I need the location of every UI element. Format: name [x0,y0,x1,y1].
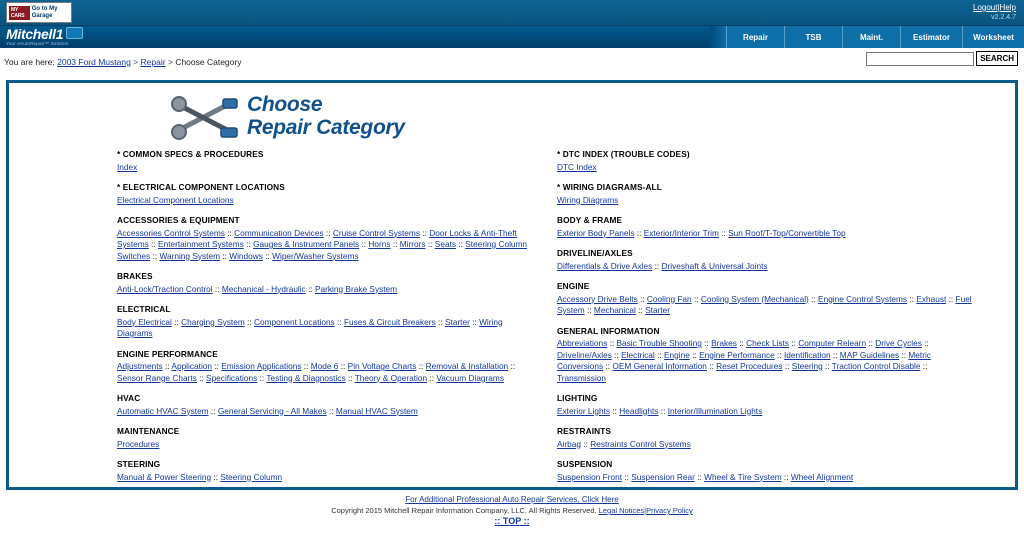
category-link-separator: :: [212,283,222,294]
category-link[interactable]: Check Lists [746,338,790,348]
brand-name-text: Mitchell1 [6,26,64,42]
category-link[interactable]: Seats [434,239,457,249]
category-group-heading: * ELECTRICAL COMPONENT LOCATIONS [117,182,285,192]
category-link-separator: :: [946,293,956,304]
legal-notices-link[interactable]: Legal Notices [598,506,645,515]
category-columns [9,149,1015,482]
category-link-separator: :: [208,405,218,416]
search-box [866,51,1018,66]
tab-repair[interactable] [726,26,784,48]
category-link[interactable]: Cruise Control Systems [332,227,420,238]
category-link-separator: :: [323,227,333,238]
category-link-separator: :: [301,361,311,371]
category-link[interactable]: Starter [645,305,671,315]
category-group-heading: ACCESSORIES & EQUIPMENT [117,215,240,225]
category-group-heading: * WIRING DIAGRAMS-ALL [557,182,662,192]
category-link-separator: :: [899,349,909,360]
category-link[interactable]: Index [117,161,138,172]
category-group [557,426,977,450]
page-footer [0,494,1024,527]
category-group-heading: ELECTRICAL [117,304,171,314]
privacy-policy-link[interactable]: Privacy Policy [646,506,693,515]
category-link[interactable]: Basic Trouble Shooting [616,338,702,348]
page-title-line2: Repair Category [247,116,405,139]
category-link[interactable]: Adjustments [117,361,163,371]
category-link[interactable]: Automatic HVAC System [117,405,209,416]
category-link-separator: :: [706,361,717,371]
category-link-separator: :: [689,349,700,360]
category-link[interactable]: Fuel System [557,293,972,315]
my-cars-logo: MY CARS [9,6,30,20]
back-to-top-link[interactable]: :: TOP :: [494,516,530,526]
category-link-separator: :: [148,239,159,249]
category-group [557,149,977,173]
category-group [557,248,977,272]
brand-name [6,27,83,41]
category-link[interactable]: Wheel & Tire System [704,471,782,482]
category-link-separator: :: [610,405,620,416]
category-link-separator: :: [654,349,665,360]
breadcrumb [4,57,241,67]
category-group [557,182,977,206]
category-link[interactable]: Wiper/Washer Systems [272,250,359,261]
category-link-separator: :: [635,305,646,315]
category-link[interactable]: Windows [229,250,263,261]
category-link-list [117,472,537,484]
category-link-separator: :: [427,372,437,383]
category-link[interactable]: Manual HVAC System [335,405,418,416]
brand-badge-icon [66,27,83,39]
title-block [9,87,1015,149]
category-link-separator: :: [822,361,832,371]
category-link[interactable]: Reset Procedures [716,361,783,371]
category-link-separator: :: [425,239,435,249]
category-group [117,271,537,295]
top-bar [0,0,1024,26]
category-link[interactable]: Horns [368,239,391,249]
breadcrumb-repair-link[interactable]: Repair [140,57,166,67]
main-nav-tabs [710,26,1024,48]
category-group [557,215,977,239]
category-link-list [117,195,537,207]
category-link[interactable]: Gauges & Instrument Panels [253,239,360,249]
category-link[interactable]: Mirrors [399,239,426,249]
category-link-separator: :: [345,372,355,383]
footer-legal-sep: | [644,506,647,515]
category-link[interactable]: OEM General Information [612,361,707,371]
category-link-separator: :: [508,361,516,371]
category-link[interactable]: Application [171,361,213,371]
category-link-list [117,162,537,174]
category-link[interactable]: Drive Cycles [875,338,922,348]
category-link[interactable]: Starter [444,316,470,327]
category-link-separator: :: [652,260,662,271]
category-link-list [557,228,977,240]
category-link-separator: :: [921,338,929,348]
category-link[interactable]: Body Electrical [117,316,172,327]
category-link-list [117,406,537,418]
category-group-heading: SUSPENSION [557,459,613,469]
category-link[interactable]: Mode 6 [310,361,339,371]
brand-bar [0,26,1024,48]
category-link-separator: :: [691,293,701,304]
category-link-separator: :: [694,471,705,482]
category-link-separator: :: [637,293,647,304]
category-group [117,349,537,385]
category-link[interactable]: Electrical [621,349,655,360]
category-link[interactable]: Exterior/Interior Trim [643,227,719,238]
category-link-separator: :: [262,250,273,261]
breadcrumb-vehicle-link[interactable]: 2003 Ford Mustang [57,57,131,67]
category-link[interactable]: Differentials & Drive Axles [557,260,653,271]
footer-copyright-row [0,505,1024,516]
professional-services-link[interactable]: For Additional Professional Auto Repair Services, Click Here [405,495,619,504]
category-group [557,326,977,385]
category-group [557,459,977,483]
category-link[interactable]: Interior/Illumination Lights [667,405,763,416]
category-link-list [557,162,977,174]
category-link[interactable]: Parking Brake System [315,283,398,294]
category-link[interactable]: Mechanical - Hydraulic [221,283,306,294]
category-group [557,393,977,417]
category-link-separator: :: [808,293,819,304]
category-group-heading: * COMMON SPECS & PROCEDURES [117,149,264,159]
category-link-separator: :: [718,227,729,238]
category-link-separator: :: [162,361,172,371]
category-link-separator: :: [196,372,207,383]
category-group [117,149,537,173]
category-link-list [557,406,977,418]
category-link-separator: :: [359,239,369,249]
category-group-heading: LIGHTING [557,393,598,403]
logout-link[interactable]: Logout [973,3,998,12]
category-link-separator: :: [866,338,876,348]
category-link-separator: :: [244,316,254,327]
nav-spacer [710,26,726,48]
category-link-separator: :: [830,349,840,360]
category-group [117,304,537,340]
category-link[interactable]: Steering [791,361,823,371]
category-link[interactable]: Metric Conversions [557,349,931,371]
category-link[interactable]: Sun Roof/T-Top/Convertible Top [728,227,846,238]
category-link[interactable]: Warning System [159,250,220,261]
category-group [557,281,977,317]
category-link[interactable]: Computer Relearn [798,338,867,348]
category-link[interactable]: Communication Devices [234,227,324,238]
category-link-separator: :: [580,438,591,449]
category-group-heading: HVAC [117,393,141,403]
category-link-separator: :: [334,316,344,327]
category-link-separator: :: [211,471,221,482]
content-area [9,83,1015,487]
category-link[interactable]: DTC Index [557,161,597,172]
category-link[interactable]: Wheel Alignment [790,471,854,482]
category-link-separator: :: [171,316,182,327]
category-link[interactable]: Identification [783,349,831,360]
category-group-heading: RESTRAINTS [557,426,612,436]
category-link-list [117,439,537,451]
category-group-heading: BODY & FRAME [557,215,623,225]
category-link-separator: :: [456,239,466,249]
category-link-list [557,261,977,273]
category-link[interactable]: Exhaust [916,293,947,304]
category-link[interactable]: Restraints Control Systems [590,438,691,449]
category-link[interactable]: Entertainment Systems [158,239,244,249]
category-link[interactable]: Exterior Lights [557,405,611,416]
top-links [973,3,1016,23]
copyright-text: Copyright 2015 Mitchell Repair Information Company, LLC. All Rights Reserved. [331,506,597,515]
category-link-separator: :: [305,283,315,294]
category-link-separator: :: [774,349,784,360]
category-link-separator: :: [736,338,747,348]
category-link[interactable]: Brakes [711,338,737,348]
category-link-separator: :: [781,471,791,482]
breadcrumb-current: Choose Category [175,57,242,67]
category-link-list [557,472,977,484]
tab-repair-label: Repair [743,32,768,42]
category-link[interactable]: Procedures [117,438,160,449]
category-link-separator: :: [622,471,632,482]
category-link[interactable]: Removal & Installation [425,361,509,371]
search-button[interactable]: SEARCH [976,51,1018,66]
category-link[interactable]: Manual & Power Steering [117,471,212,482]
category-link-separator: :: [390,239,400,249]
category-link[interactable]: Specifications [206,372,258,383]
category-link[interactable]: Charging System [181,316,245,327]
category-link-list [557,294,977,317]
category-group [117,426,537,450]
category-link-separator: :: [212,361,222,371]
page-title [247,93,405,139]
category-link[interactable]: Component Locations [253,316,335,327]
footer-pro-row [0,494,1024,505]
category-link[interactable]: Accessory Drive Belts [557,293,638,304]
left-column [117,149,537,487]
category-link[interactable]: Wiring Diagrams [557,194,619,205]
category-group [117,215,537,262]
category-link[interactable]: Engine Control Systems [818,293,908,304]
category-link[interactable]: MAP Guidelines [839,349,900,360]
category-link-list [117,284,537,296]
category-link[interactable]: Steering Column Switches [117,239,528,261]
category-group-heading: BRAKES [117,271,153,281]
category-link-separator: :: [416,361,426,371]
version-label: v2.2.4.7 [991,14,1016,21]
category-link[interactable]: Driveshaft & Universal Joints [661,260,768,271]
tab-estimator-label: Estimator [913,32,950,42]
tab-estimator[interactable] [900,26,962,48]
breadcrumb-sep-2: > [167,57,173,67]
category-link[interactable]: Cooling Fan [646,293,692,304]
category-link-separator: :: [435,316,445,327]
category-group-heading: ENGINE PERFORMANCE [117,348,218,359]
category-link-separator: :: [603,361,613,371]
category-link[interactable]: Headlights [619,405,659,416]
category-link-separator: :: [469,316,480,327]
brand-tagline: Your eAutoRepair™ Solution [6,41,69,46]
tab-tsb[interactable] [784,26,842,48]
tab-worksheet[interactable] [962,26,1024,48]
category-group-heading: MAINTENANCE [117,426,180,436]
category-link[interactable]: Suspension Front [557,471,623,482]
category-group-heading: STEERING [117,459,161,469]
tab-worksheet-label: Worksheet [973,32,1014,42]
my-garage-label: Go to My Garage [31,5,58,19]
category-link[interactable]: Exterior Body Panels [557,227,635,238]
category-link-separator: :: [789,338,799,348]
category-link[interactable]: Abbreviations [557,338,608,348]
tab-tsb-label: TSB [805,32,822,42]
right-column [557,149,977,487]
page-title-line1: Choose [247,93,323,116]
category-link-separator: :: [243,239,254,249]
category-group-heading: * DTC INDEX (TROUBLE CODES) [557,149,690,159]
category-group-heading: DRIVELINE/AXLES [557,248,633,258]
category-link-list [117,228,537,263]
category-link[interactable]: Fuses & Circuit Breakers [343,316,436,327]
footer-top-row [0,516,1024,527]
help-link[interactable]: Help [999,3,1016,12]
category-link-separator: :: [257,372,267,383]
tab-maint-label: Maint. [859,32,884,42]
category-link[interactable]: Mechanical [593,305,636,315]
brand-logo [6,27,83,46]
category-link[interactable]: Anti-Lock/Traction Control [117,283,213,294]
category-link-separator: :: [220,250,230,261]
category-link[interactable]: Cooling System (Mechanical) [700,293,809,304]
category-link-separator: :: [338,361,348,371]
category-link-separator: :: [607,338,617,348]
category-link[interactable]: Traction Control Disable [831,361,921,371]
tab-maint[interactable] [842,26,900,48]
category-link[interactable]: Sensor Range Charts [117,372,197,383]
category-group [117,182,537,206]
category-link-separator: :: [782,361,792,371]
category-link-separator: :: [420,227,430,238]
category-link[interactable]: Steering Column [220,471,283,482]
search-input[interactable] [866,52,974,66]
my-garage-button[interactable] [6,2,72,23]
category-group-heading: ENGINE [557,281,590,291]
category-link[interactable]: Driveline/Axles [557,349,612,360]
category-link[interactable]: Airbag [557,438,581,449]
category-link[interactable]: Door Locks & Anti-Theft Systems [117,227,517,249]
category-link[interactable]: Engine [664,349,690,360]
breadcrumb-prefix: You are here: [4,57,55,67]
category-link-list [117,317,537,340]
category-link-separator: :: [658,405,668,416]
category-link-separator: :: [611,349,622,360]
category-link[interactable]: Theory & Operation [354,372,428,383]
category-link[interactable]: Engine Performance [699,349,775,360]
category-link-separator: :: [224,227,235,238]
category-link-separator: :: [920,361,928,371]
content-frame [6,80,1018,490]
category-link-list [557,338,977,384]
category-link[interactable]: Accessories Control Systems [117,227,225,238]
category-link[interactable]: Transmission [557,372,607,383]
category-link-list [117,361,537,384]
wrench-screwdriver-icon [167,95,241,141]
category-link-list [557,195,977,207]
category-group-heading: GENERAL INFORMATION [557,325,660,336]
category-link[interactable]: Suspension Rear [631,471,695,482]
category-link-separator: :: [907,293,917,304]
category-link-separator: :: [701,338,712,348]
category-link[interactable]: Wiring Diagrams [117,316,503,338]
category-link[interactable]: Emission Applications [221,361,302,371]
category-link[interactable]: Testing & Diagnostics [266,372,346,383]
breadcrumb-sep-1: > [133,57,139,67]
category-link-separator: :: [634,227,644,238]
category-link-separator: :: [150,250,160,261]
category-link[interactable]: Electrical Component Locations [117,194,234,205]
category-link[interactable]: Pin Voltage Charts [347,361,417,371]
category-link-list [557,439,977,451]
category-group [117,393,537,417]
category-link[interactable]: General Servicing - All Makes [217,405,327,416]
category-link[interactable]: Vacuum Diagrams [436,372,504,383]
top-links-divider: | [997,3,1000,12]
category-group [117,459,537,483]
category-link-separator: :: [584,305,594,315]
category-link-separator: :: [326,405,336,416]
breadcrumb-row [0,48,1024,74]
